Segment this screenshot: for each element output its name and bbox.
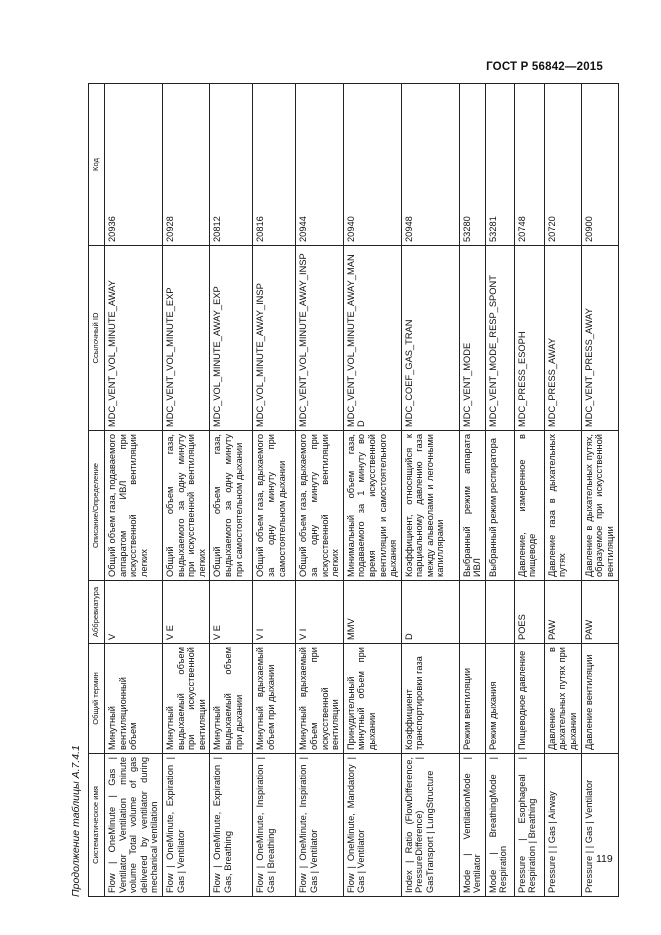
cell-ref-id: MDC_COEF_GAS_TRAN bbox=[401, 246, 459, 431]
table-row bbox=[485, 84, 514, 897]
cell-ref-id: MDC_VENT_MODE bbox=[459, 246, 485, 431]
cell-code: 53280 bbox=[459, 84, 485, 246]
cell-systematic: Index | Ratio (FlowDifference, PressureDifference) | GasTransport | LungStructure bbox=[401, 754, 459, 897]
table-row bbox=[459, 84, 485, 897]
cell-systematic: Mode | VentilationMode | Ventilator bbox=[459, 754, 485, 897]
cell-abbr: D bbox=[401, 581, 459, 644]
cell-systematic: Flow | OneMinute | Gas | Ventilator Ventilation minute volume Total volume of gas delivered by ventilator during mechanical ventilation bbox=[105, 754, 163, 897]
col-header-ref-id: Ссылочный ID bbox=[89, 246, 105, 431]
table-row bbox=[343, 84, 401, 897]
cell-ref-id: MDC_VOL_MINUTE_AWAY_INSP bbox=[253, 246, 296, 431]
page-number: 119 bbox=[596, 853, 613, 865]
table-row bbox=[514, 84, 544, 897]
cell-code: 20928 bbox=[162, 84, 209, 246]
col-header-term: Общий термин bbox=[89, 644, 105, 754]
cell-abbr: PAW bbox=[581, 581, 618, 644]
cell-description: Выбранный режим респиратора bbox=[485, 431, 514, 581]
cell-abbr: V E bbox=[210, 581, 253, 644]
cell-code: 20940 bbox=[343, 84, 401, 246]
table-row bbox=[105, 84, 163, 897]
cell-code: 20816 bbox=[253, 84, 296, 246]
cell-abbr: V E bbox=[162, 581, 209, 644]
table-row bbox=[544, 84, 581, 897]
cell-term: Минутный выдыхаемый объем при искусственной вентиляции bbox=[162, 644, 209, 754]
cell-term: Режим дыхания bbox=[485, 644, 514, 754]
col-header-abbr: Аббревиатура bbox=[89, 581, 105, 644]
cell-term: Режим вентиляции bbox=[459, 644, 485, 754]
table-row bbox=[296, 84, 343, 897]
cell-systematic: Flow | OneMinute, Inspiration | Gas | Ventilator bbox=[296, 754, 343, 897]
cell-term: Минутный выдыхаемый объем при дыхании bbox=[210, 644, 253, 754]
cell-code: 53281 bbox=[485, 84, 514, 246]
cell-ref-id: MDC_VENT_VOL_MINUTE_AWAY_INSP bbox=[296, 246, 343, 431]
cell-systematic: Flow | OneMinute, Inspiration | Gas | Breathing bbox=[253, 754, 296, 897]
cell-term: Пищеводное давление bbox=[514, 644, 544, 754]
cell-abbr: V I bbox=[253, 581, 296, 644]
cell-description: Общий объем газа, подаваемого аппаратом ИВЛ при искусственной вентиляции легких bbox=[105, 431, 163, 581]
table-header-row bbox=[89, 84, 105, 897]
table-caption: Продолжение таблицы А.7.4.1 bbox=[70, 745, 82, 897]
standard-header: ГОСТ Р 56842—2015 bbox=[486, 61, 603, 73]
cell-code: 20936 bbox=[105, 84, 163, 246]
cell-systematic: Pressure | Esophageal | Respiration | Breathing bbox=[514, 754, 544, 897]
cell-description: Давление, измеренное в пищеводе bbox=[514, 431, 544, 581]
cell-abbr: PAW bbox=[544, 581, 581, 644]
table-row bbox=[253, 84, 296, 897]
table-row bbox=[581, 84, 618, 897]
cell-ref-id: MDC_VENT_VOL_MINUTE_AWAY_MAND bbox=[343, 246, 401, 431]
cell-description: Общий объем газа, выдыхаемого за одну минуту при самостоятельном дыхании bbox=[210, 431, 253, 581]
cell-abbr bbox=[459, 581, 485, 644]
cell-code: 20720 bbox=[544, 84, 581, 246]
table-row bbox=[162, 84, 209, 897]
cell-systematic: Mode | BreathingMode | Respiration bbox=[485, 754, 514, 897]
cell-abbr: V I bbox=[296, 581, 343, 644]
cell-term: Давление вентиляции bbox=[581, 644, 618, 754]
cell-description: Коэффициент, относящийся к парциальному давлению газа между альвеолами и легочными капиллярами bbox=[401, 431, 459, 581]
table-row bbox=[401, 84, 459, 897]
cell-description: Общий объем газа, выдыхаемого за одну минуту при искусственной вентиляции легких bbox=[162, 431, 209, 581]
cell-abbr: MMV bbox=[343, 581, 401, 644]
cell-ref-id: MDC_VENT_PRESS_AWAY bbox=[581, 246, 618, 431]
cell-systematic: Flow | OneMinute, Expiration | Gas | Ventilator bbox=[162, 754, 209, 897]
cell-abbr: V bbox=[105, 581, 163, 644]
cell-description: Давление газа в дыхательных путях bbox=[544, 431, 581, 581]
cell-systematic: Flow | OneMinute, Mandatory | Gas | Ventilator bbox=[343, 754, 401, 897]
cell-term: Коэффициент транспортировки газа bbox=[401, 644, 459, 754]
cell-abbr: POES bbox=[514, 581, 544, 644]
cell-description: Минимальный объем газа, подаваемого за 1 минуту во время искусственной вентиляции и самостоятельного дыхания bbox=[343, 431, 401, 581]
cell-term: Минутный вдыхаемый объем при искусственной вентиляции bbox=[296, 644, 343, 754]
cell-code: 20748 bbox=[514, 84, 544, 246]
col-header-description: Описание/Определение bbox=[89, 431, 105, 581]
cell-ref-id: MDC_VOL_MINUTE_AWAY_EXP bbox=[210, 246, 253, 431]
terms-table bbox=[88, 83, 619, 897]
cell-systematic: Pressure | | Gas | Ventilator bbox=[581, 754, 618, 897]
cell-term: Минутный вдыхаемый объем при дыхании bbox=[253, 644, 296, 754]
cell-term: Давление в дыхательных путях при дыхании bbox=[544, 644, 581, 754]
cell-term: Минутный вентиляционный объем bbox=[105, 644, 163, 754]
cell-ref-id: MDC_VENT_MODE_RESP_SPONT bbox=[485, 246, 514, 431]
cell-description: Общий объем газа, вдыхаемого за одну минуту при искусственной вентиляции легких bbox=[296, 431, 343, 581]
table-row bbox=[210, 84, 253, 897]
cell-code: 20948 bbox=[401, 84, 459, 246]
cell-code: 20944 bbox=[296, 84, 343, 246]
cell-ref-id: MDC_PRESS_ESOPH bbox=[514, 246, 544, 431]
cell-term: Принудительный минутный объем при дыхании bbox=[343, 644, 401, 754]
cell-abbr bbox=[485, 581, 514, 644]
cell-systematic: Flow | OneMinute, Expiration | Gas, Breathing bbox=[210, 754, 253, 897]
cell-code: 20900 bbox=[581, 84, 618, 246]
cell-ref-id: MDC_VENT_VOL_MINUTE_AWAY bbox=[105, 246, 163, 431]
cell-description: Давление в дыхательных путях, образуемое при искусственной вентиляции bbox=[581, 431, 618, 581]
col-header-systematic: Систематическое имя bbox=[89, 754, 105, 897]
col-header-code: Код bbox=[89, 84, 105, 246]
cell-description: Общий объем газа, вдыхаемого за одну минуту при самостоятельном дыхании bbox=[253, 431, 296, 581]
cell-systematic: Pressure | | Gas | Airway bbox=[544, 754, 581, 897]
cell-ref-id: MDC_PRESS_AWAY bbox=[544, 246, 581, 431]
cell-ref-id: MDC_VENT_VOL_MINUTE_EXP bbox=[162, 246, 209, 431]
cell-code: 20812 bbox=[210, 84, 253, 246]
cell-description: Выбранный режим аппарата ИВЛ bbox=[459, 431, 485, 581]
